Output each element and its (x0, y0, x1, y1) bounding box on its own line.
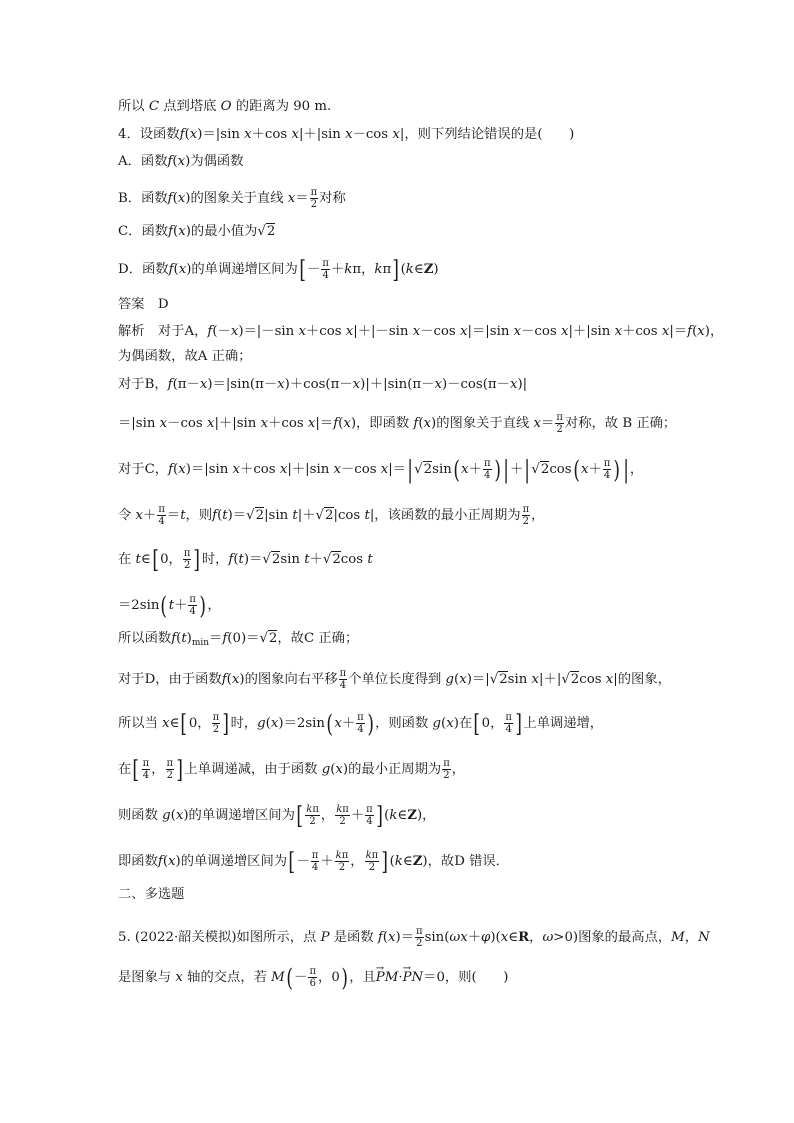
solution-line: 所以函数$f(t)_{min}=f(0)=√2$，故C 正确； (118, 631, 359, 648)
solution-line: 为偶函数，故A 正确； (118, 349, 252, 364)
solution-line: ＝|sin x－cos x|＋|sin x＋cos x|＝f(x)，即函数 f(x)的图象关于直线 x＝ $\frac{\pi}{2}$ 对称，故 B 正确； (118, 412, 677, 435)
option-a: A．函数f(x)为偶函数 (118, 154, 244, 169)
solution-line: 即函数f(x)的单调递增区间为[－ $\frac{\pi}{4}$ ＋ $\frac{k\pi}{2}$ ， $\frac{k\pi}{2}$ ](k∈Z)，故D 错误． (118, 847, 509, 876)
solution-line: 令 x＋ $\frac{\pi}{4}$ ＝t，则f(t)＝√2|sin t|＋√2|cos t|，该函数的最小正周期为 $\frac{\pi}{2}$ ， (118, 504, 545, 527)
solution-line: 则函数 g(x)的单调递增区间为[ $\frac{k\pi}{2}$ ， $\frac{k\pi}{2}$ ＋ $\frac{\pi}{4}$ ](k∈Z)， (118, 801, 436, 830)
solution-line: 对于D，由于函数f(x)的图象向右平移 $\frac{\pi}{4}$ 个单位长度得到 g(x)＝|√2sin x|＋|√2cos x|的图象， (118, 668, 671, 691)
answer: 答案 D (118, 297, 169, 312)
option-c: C．函数f(x)的最小值为√2 (118, 224, 276, 239)
solution-line: 在[ $\frac{\pi}{4}$ ， $\frac{\pi}{2}$ ]上单调递减，由于函数 g(x)的最小正周期为 $\frac{\pi}{2}$ ， (118, 755, 466, 784)
solution-line: 对于C，f(x)＝|sin x＋cos x|＋|sin x－cos x|＝|√2sin(x＋ $\frac{\pi}{4}$ ) |＋|√2cos(x＋ $\frac{\pi}{4}$ ) |， (118, 455, 644, 484)
solution-line: ＝2sin(t＋ $\frac{\pi}{4}$ )， (118, 591, 221, 620)
question-5-stem: 5. (2022·韶关模拟)如图所示，点 P 是函数 f(x)＝ $\frac{\pi}{2}$ sin(ωx＋φ)(x∈R，ω>0)图象的最高点，M，N (118, 926, 710, 949)
text-line: 所以 C 点到塔底 O 的距离为 90 m. (118, 99, 332, 114)
solution-line: 在 t∈[0， $\frac{\pi}{2}$ ]时，f(t)＝√2sin t＋√2cos t (118, 545, 373, 574)
solution-line: 所以当 x∈[0， $\frac{\pi}{2}$ ]时，g(x)＝2sin(x＋ $\frac{\pi}{4}$ )，则函数 g(x)在[0， $\frac{\pi}{4}$ ]上单调递增， (118, 709, 604, 738)
option-d: D．函数f(x)的单调递增区间为[－ $\frac{\pi}{4}$ ＋kπ，kπ](k∈Z) (118, 255, 439, 284)
option-b: B．函数f(x)的图象关于直线 x＝ $\frac{\pi}{2}$ 对称 (118, 187, 346, 210)
question-5-stem: 是图象与 x 轴的交点，若 M(－ $\frac{\pi}{6}$ ，0)，且→ PM·→ PN＝0，则( ) (118, 966, 509, 989)
solution-line: 对于B，f(π－x)＝|sin(π－x)＋cos(π－x)|＋|sin(π－x)－cos(π－x)| (118, 377, 528, 392)
section-heading: 二、多选题 (118, 887, 185, 902)
solution-line: 解析 对于A，f(－x)＝|－sin x＋cos x|＋|－sin x－cos x|＝|sin x－cos x|＋|sin x＋cos x|＝f(x)， (118, 324, 724, 339)
question-4-stem: 4．设函数f(x)＝|sin x＋cos x|＋|sin x－cos x|，则下列结论错误的是( ) (118, 127, 575, 142)
